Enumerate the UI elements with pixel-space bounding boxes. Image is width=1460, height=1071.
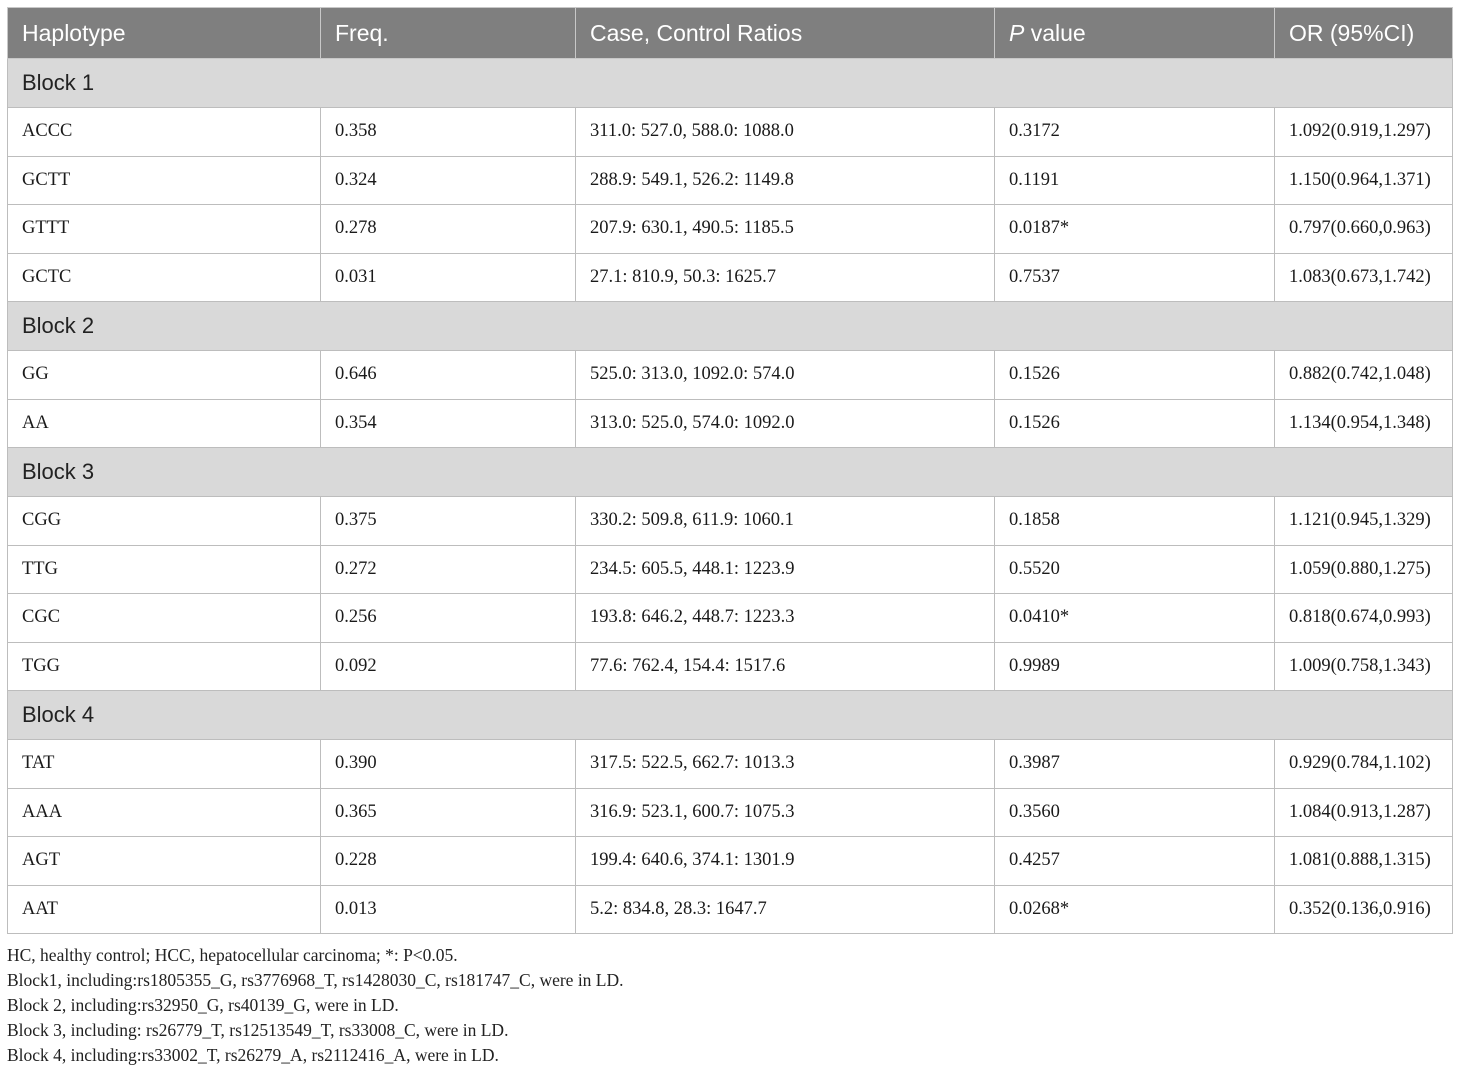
table-row [8,399,1453,448]
cell-p-value: 0.0410* [995,594,1275,643]
cell-p-value: 0.0268* [995,885,1275,934]
cell-freq: 0.092 [321,642,576,691]
table-row [8,594,1453,643]
cell-freq: 0.272 [321,545,576,594]
table-header-row [8,8,1453,59]
cell-freq: 0.031 [321,253,576,302]
haplotype-table-container [7,7,1452,934]
cell-haplotype: GG [8,351,321,400]
cell-p-value: 0.0187* [995,205,1275,254]
cell-or: 0.797(0.660,0.963) [1275,205,1453,254]
cell-ratios: 316.9: 523.1, 600.7: 1075.3 [576,788,995,837]
cell-p-value: 0.1858 [995,497,1275,546]
cell-p-value: 0.1191 [995,156,1275,205]
cell-ratios: 311.0: 527.0, 588.0: 1088.0 [576,108,995,157]
cell-freq: 0.375 [321,497,576,546]
cell-haplotype: GTTT [8,205,321,254]
table-row [8,253,1453,302]
cell-or: 1.150(0.964,1.371) [1275,156,1453,205]
footnote: Block 4, including:rs33002_T, rs26279_A, rs2112416_A, were in LD. [7,1045,499,1065]
haplotype-table [7,7,1453,934]
cell-or: 0.818(0.674,0.993) [1275,594,1453,643]
cell-or: 1.121(0.945,1.329) [1275,497,1453,546]
table-row [8,497,1453,546]
cell-freq: 0.324 [321,156,576,205]
cell-or: 1.134(0.954,1.348) [1275,399,1453,448]
cell-p-value: 0.1526 [995,351,1275,400]
cell-haplotype: CGC [8,594,321,643]
cell-ratios: 199.4: 640.6, 374.1: 1301.9 [576,837,995,886]
block-header-row [8,691,1453,740]
cell-freq: 0.278 [321,205,576,254]
footnote: Block 3, including: rs26779_T, rs12513549_T, rs33008_C, were in LD. [7,1020,509,1040]
table-row [8,788,1453,837]
cell-freq: 0.013 [321,885,576,934]
header-p-italic: P [1009,19,1025,46]
cell-ratios: 288.9: 549.1, 526.2: 1149.8 [576,156,995,205]
header-freq: Freq. [321,8,576,59]
table-row [8,740,1453,789]
footnote: HC, healthy control; HCC, hepatocellular carcinoma; *: P<0.05. [7,945,458,965]
cell-ratios: 27.1: 810.9, 50.3: 1625.7 [576,253,995,302]
header-p-value [995,8,1275,59]
header-or: OR (95%CI) [1275,8,1453,59]
cell-or: 1.092(0.919,1.297) [1275,108,1453,157]
cell-or: 0.929(0.784,1.102) [1275,740,1453,789]
cell-ratios: 193.8: 646.2, 448.7: 1223.3 [576,594,995,643]
header-haplotype: Haplotype [8,8,321,59]
cell-p-value: 0.7537 [995,253,1275,302]
block-header-row [8,302,1453,351]
cell-ratios: 525.0: 313.0, 1092.0: 574.0 [576,351,995,400]
cell-ratios: 330.2: 509.8, 611.9: 1060.1 [576,497,995,546]
cell-ratios: 234.5: 605.5, 448.1: 1223.9 [576,545,995,594]
cell-haplotype: AA [8,399,321,448]
cell-ratios: 77.6: 762.4, 154.4: 1517.6 [576,642,995,691]
block-label: Block 2 [8,302,1453,351]
cell-p-value: 0.3560 [995,788,1275,837]
cell-freq: 0.646 [321,351,576,400]
cell-or: 1.081(0.888,1.315) [1275,837,1453,886]
cell-p-value: 0.5520 [995,545,1275,594]
block-header-row [8,59,1453,108]
cell-p-value: 0.9989 [995,642,1275,691]
footnote: Block1, including:rs1805355_G, rs3776968_T, rs1428030_C, rs181747_C, were in LD. [7,970,624,990]
cell-freq: 0.354 [321,399,576,448]
cell-haplotype: AAA [8,788,321,837]
cell-haplotype: CGG [8,497,321,546]
cell-freq: 0.228 [321,837,576,886]
table-row [8,545,1453,594]
cell-or: 1.084(0.913,1.287) [1275,788,1453,837]
table-row [8,837,1453,886]
cell-haplotype: AGT [8,837,321,886]
cell-p-value: 0.1526 [995,399,1275,448]
cell-p-value: 0.4257 [995,837,1275,886]
cell-or: 1.009(0.758,1.343) [1275,642,1453,691]
cell-ratios: 317.5: 522.5, 662.7: 1013.3 [576,740,995,789]
cell-or: 0.352(0.136,0.916) [1275,885,1453,934]
cell-ratios: 313.0: 525.0, 574.0: 1092.0 [576,399,995,448]
table-body [8,59,1453,934]
footnote: Block 2, including:rs32950_G, rs40139_G, were in LD. [7,995,399,1015]
cell-ratios: 5.2: 834.8, 28.3: 1647.7 [576,885,995,934]
cell-haplotype: GCTT [8,156,321,205]
cell-freq: 0.358 [321,108,576,157]
cell-haplotype: TTG [8,545,321,594]
cell-haplotype: ACCC [8,108,321,157]
cell-haplotype: AAT [8,885,321,934]
cell-freq: 0.256 [321,594,576,643]
table-row [8,205,1453,254]
table-row [8,156,1453,205]
cell-or: 1.083(0.673,1.742) [1275,253,1453,302]
cell-freq: 0.390 [321,740,576,789]
table-row [8,108,1453,157]
block-label: Block 4 [8,691,1453,740]
cell-p-value: 0.3172 [995,108,1275,157]
header-p-label: value [1030,19,1086,46]
cell-haplotype: GCTC [8,253,321,302]
header-ratios: Case, Control Ratios [576,8,995,59]
block-label: Block 1 [8,59,1453,108]
cell-haplotype: TGG [8,642,321,691]
cell-or: 0.882(0.742,1.048) [1275,351,1453,400]
cell-p-value: 0.3987 [995,740,1275,789]
table-row [8,351,1453,400]
footnotes [7,943,1452,1068]
table-row [8,885,1453,934]
cell-or: 1.059(0.880,1.275) [1275,545,1453,594]
table-row [8,642,1453,691]
block-label: Block 3 [8,448,1453,497]
block-header-row [8,448,1453,497]
cell-haplotype: TAT [8,740,321,789]
cell-ratios: 207.9: 630.1, 490.5: 1185.5 [576,205,995,254]
cell-freq: 0.365 [321,788,576,837]
